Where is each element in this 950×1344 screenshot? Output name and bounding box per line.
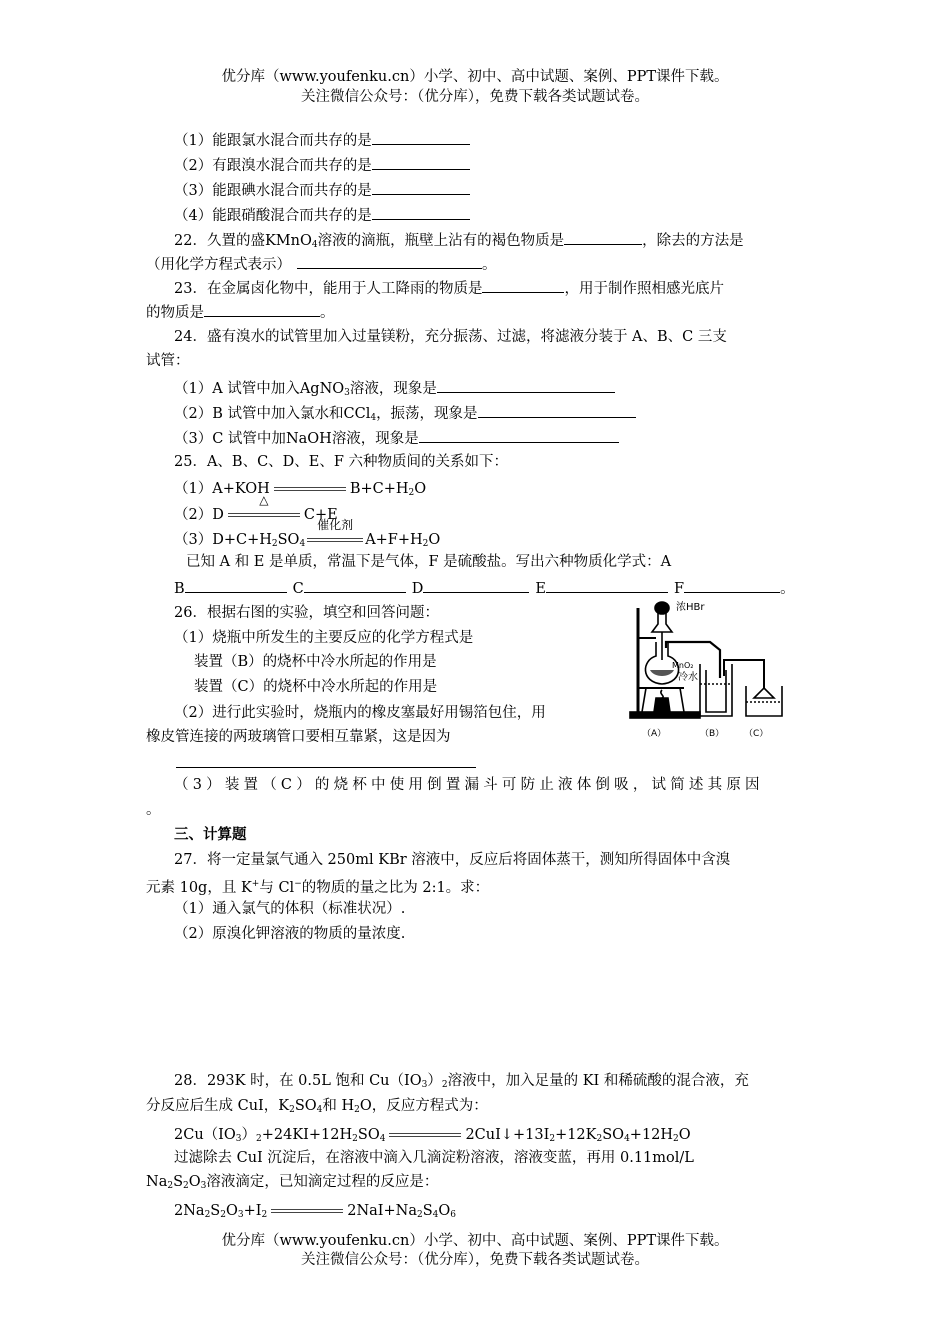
q23-line1: 23．在金属卤化物中，能用于人工降雨的物质是 ，用于制作照相感光底片 <box>174 277 724 299</box>
q26-part1: （1）烧瓶中所发生的主要反应的化学方程式是 <box>174 630 474 646</box>
q25-answers: B C D E F 。 <box>174 577 795 599</box>
q25-reaction2: （2）D △ C+E <box>174 493 338 523</box>
answer-blank[interactable] <box>185 577 287 593</box>
answer-blank[interactable] <box>482 277 564 293</box>
q24-part3: （3）C 试管中加NaOH溶液，现象是 <box>174 427 619 449</box>
answer-blank[interactable] <box>304 577 406 593</box>
q27-line1: 27．将一定量氯气通入 250ml KBr 溶液中，反应后将固体蒸干，测知所得固体中含溴 <box>174 852 731 868</box>
q21-part3: （3）能跟碘水混合而共存的是 <box>174 179 470 201</box>
q24-part1: （1）A 试管中加入AgNO$_3$溶液，现象是 <box>174 377 615 403</box>
q24-line2: 试管： <box>146 353 190 369</box>
q25-intro: 25．A、B、C、D、E、F 六种物质间的关系如下： <box>174 454 509 470</box>
answer-blank[interactable] <box>372 129 470 145</box>
answer-blank[interactable] <box>546 577 668 593</box>
answer-blank[interactable] <box>423 577 529 593</box>
answer-blank[interactable] <box>564 229 642 245</box>
q23-line2: 的物质是 。 <box>146 301 335 323</box>
q28-line2: 分反应后生成 CuI，$K_2SO_4$和 $H_2O$，反应方程式为： <box>146 1098 488 1115</box>
q27-part2: （2）原溴化钾溶液的物质的量浓度. <box>174 926 406 942</box>
answer-blank[interactable] <box>437 377 615 393</box>
label-cold-water: 冷水 <box>678 672 698 683</box>
page-header-line1: 优分库（www.youfenku.cn）小学、初中、高中试题、案例、PPT课件下载。 <box>221 69 729 85</box>
q21-part1: （1）能跟氯水混合而共存的是 <box>174 129 470 151</box>
q26-part3-end: 。 <box>146 802 161 818</box>
q24-line1: 24．盛有溴水的试管里加入过量镁粉，充分振荡、过滤，将滤液分装于 A、B、C 三支 <box>174 329 727 345</box>
q22-line1: 22．久置的盛KMnO$_4$溶液的滴瓶，瓶壁上沾有的褐色物质是 ，除去的方法是 <box>174 229 744 255</box>
answer-blank[interactable] <box>478 402 636 418</box>
q26-part1c: 装置（C）的烧杯中冷水所起的作用是 <box>194 679 438 695</box>
page-footer-line2: 关注微信公众号：（优分库），免费下载各类试题试卷。 <box>301 1252 649 1268</box>
label-mno2: MnO₂ <box>672 661 694 670</box>
stand-base <box>630 712 700 718</box>
label-c: （C） <box>744 729 769 739</box>
burner <box>654 698 670 712</box>
q21-part2: （2）有跟溴水混合而共存的是 <box>174 154 470 176</box>
q25-reaction3: $(3)D+C+H_2SO_4$ 催化剂 $A+F+H_2O$ <box>174 518 441 549</box>
answer-blank[interactable] <box>372 179 470 195</box>
answer-blank[interactable] <box>372 204 470 220</box>
funnel-body <box>652 612 672 632</box>
q26-part1b: 装置（B）的烧杯中冷水所起的作用是 <box>194 654 437 670</box>
q26-part2-line1: （2）进行此实验时，烧瓶内的橡皮塞最好用锡箔包住，用 <box>174 705 546 721</box>
q28-equation1: $2Cu(IO_3)_2+24KI+12H_2SO_4$ $2CuI↓+13I_2+12K_2SO_4+12H_2O$ <box>174 1127 691 1144</box>
page-header-line2: 关注微信公众号：（优分库），免费下载各类试题试卷。 <box>301 89 649 105</box>
q26-intro: 26．根据右图的实验，填空和回答问题： <box>174 605 439 621</box>
beaker-b <box>700 664 732 716</box>
q28-line4: $Na_2S_2O_3$溶液滴定，已知滴定过程的反应是： <box>146 1174 439 1191</box>
q25-known: 已知 A 和 E 是单质，常温下是气体，F 是硫酸盐。写出六种物质化学式：A <box>186 554 672 570</box>
beaker-c <box>746 686 782 716</box>
q27-part1: （1）通入氯气的体积（标准状况）. <box>174 901 406 917</box>
q28-equation2: $2Na_2S_2O_3+I_2$ $2NaI+Na_2S_4O_6$ <box>174 1203 457 1220</box>
q27-line2: 元素 10g，且 K+与 Cl−的物质的量之比为 2:1。求： <box>146 879 490 896</box>
q26-part2-line2: 橡皮管连接的两玻璃管口要相互靠紧，这是因为 <box>146 729 451 745</box>
q26-part3: （3）装置（C）的烧杯中使用倒置漏斗可防止液体倒吸，试简述其原因 <box>174 777 764 793</box>
answer-blank[interactable] <box>204 301 320 317</box>
q21-part4: （4）能跟硝酸混合而共存的是 <box>174 204 470 226</box>
section-heading: 三、计算题 <box>174 826 247 843</box>
answer-blank[interactable] <box>372 154 470 170</box>
q24-part2: （2）B 试管中加入氯水和CCl$_4$，振荡，现象是 <box>174 402 636 428</box>
label-a: （A） <box>642 729 667 739</box>
answer-line[interactable] <box>176 767 476 768</box>
q28-line1: 28．293K 时，在 0.5L 饱和 $Cu(IO_3)_2$溶液中，加入足量的 KI 和稀硫酸的混合液，充 <box>174 1073 749 1090</box>
answer-blank[interactable] <box>684 577 780 593</box>
answer-blank[interactable] <box>419 427 619 443</box>
label-b: （B） <box>700 729 725 739</box>
q28-line3: 过滤除去 CuI 沉淀后，在溶液中滴入几滴淀粉溶液，溶液变蓝，再用 0.11mol/L <box>174 1150 694 1166</box>
q22-line2: （用化学方程式表示） 。 <box>146 253 497 275</box>
inverted-funnel <box>754 688 774 698</box>
page-footer-line1: 优分库（www.youfenku.cn）小学、初中、高中试题、案例、PPT课件下载。 <box>221 1233 729 1249</box>
answer-blank[interactable] <box>297 253 482 269</box>
q25-reaction1: （1）A+KOH $B+C+H_2O$ <box>174 481 427 498</box>
label-hbr: 浓HBr <box>676 602 705 613</box>
apparatus-figure <box>628 598 786 743</box>
funnel-bulb <box>655 602 669 614</box>
